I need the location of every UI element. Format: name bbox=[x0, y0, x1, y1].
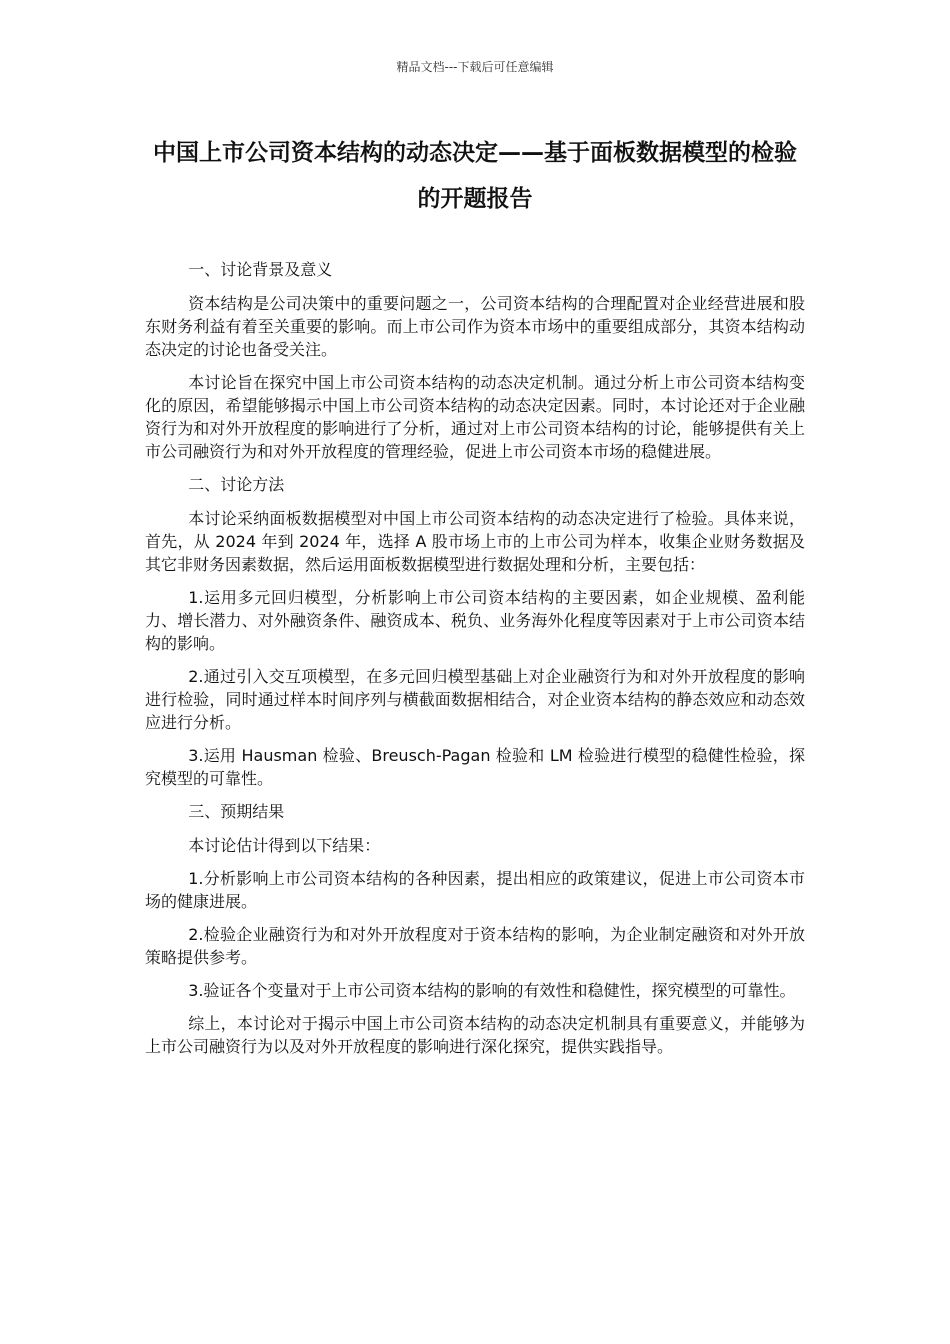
section-heading-background: 一、讨论背景及意义 bbox=[188, 260, 333, 279]
list-item-results-2: 2.检验企业融资行为和对外开放程度对于资本结构的影响，为企业制定融资和对外开放策略提供参考。 bbox=[145, 925, 805, 967]
section-heading-methods: 二、讨论方法 bbox=[188, 475, 285, 494]
paragraph-background-2: 本讨论旨在探究中国上市公司资本结构的动态决定机制。通过分析上市公司资本结构变化的原因，希望能够揭示中国上市公司资本结构的动态决定因素。同时，本讨论还对于企业融资行为和对外开放程度的影响进行了分析，通过对上市公司资本结构的讨论，能够提供有关上市公司融资行为和对外开放程度的管理经验，促进上市公司资本市场的稳健进展。 bbox=[145, 373, 805, 461]
document-body bbox=[145, 258, 805, 1068]
list-item-methods-2: 2.通过引入交互项模型，在多元回归模型基础上对企业融资行为和对外开放程度的影响进行检验，同时通过样本时间序列与横截面数据相结合，对企业资本结构的静态效应和动态效应进行分析。 bbox=[145, 667, 805, 732]
paragraph-background-1: 资本结构是公司决策中的重要问题之一，公司资本结构的合理配置对企业经营进展和股东财务利益有着至关重要的影响。而上市公司作为资本市场中的重要组成部分，其资本结构动态决定的讨论也备受关注。 bbox=[145, 294, 805, 359]
header-note: 精品文档---下载后可任意编辑 bbox=[396, 60, 554, 74]
paragraph-conclusion: 综上，本讨论对于揭示中国上市公司资本结构的动态决定机制具有重要意义，并能够为上市公司融资行为以及对外开放程度的影响进行深化探究，提供实践指导。 bbox=[145, 1014, 805, 1056]
section-heading-results: 三、预期结果 bbox=[188, 802, 285, 821]
paragraph-methods-intro: 本讨论采纳面板数据模型对中国上市公司资本结构的动态决定进行了检验。具体来说，首先，从 2024 年到 2024 年，选择 A 股市场上市的上市公司为样本，收集企业财务数据及其它非财务因素数据，然后运用面板数据模型进行数据处理和分析，主要包括： bbox=[145, 509, 805, 574]
document-title: 中国上市公司资本结构的动态决定——基于面板数据模型的检验的开题报告 bbox=[153, 140, 797, 212]
list-item-methods-1: 1.运用多元回归模型，分析影响上市公司资本结构的主要因素，如企业规模、盈利能力、增长潜力、对外融资条件、融资成本、税负、业务海外化程度等因素对于上市公司资本结构的影响。 bbox=[145, 588, 805, 653]
list-item-results-3: 3.验证各个变量对于上市公司资本结构的影响的有效性和稳健性，探究模型的可靠性。 bbox=[188, 981, 796, 1000]
list-item-methods-3: 3.运用 Hausman 检验、Breusch-Pagan 检验和 LM 检验进行模型的稳健性检验，探究模型的可靠性。 bbox=[145, 746, 805, 788]
paragraph-results-intro: 本讨论估计得到以下结果： bbox=[188, 836, 381, 855]
list-item-results-1: 1.分析影响上市公司资本结构的各种因素，提出相应的政策建议，促进上市公司资本市场的健康进展。 bbox=[145, 869, 805, 911]
